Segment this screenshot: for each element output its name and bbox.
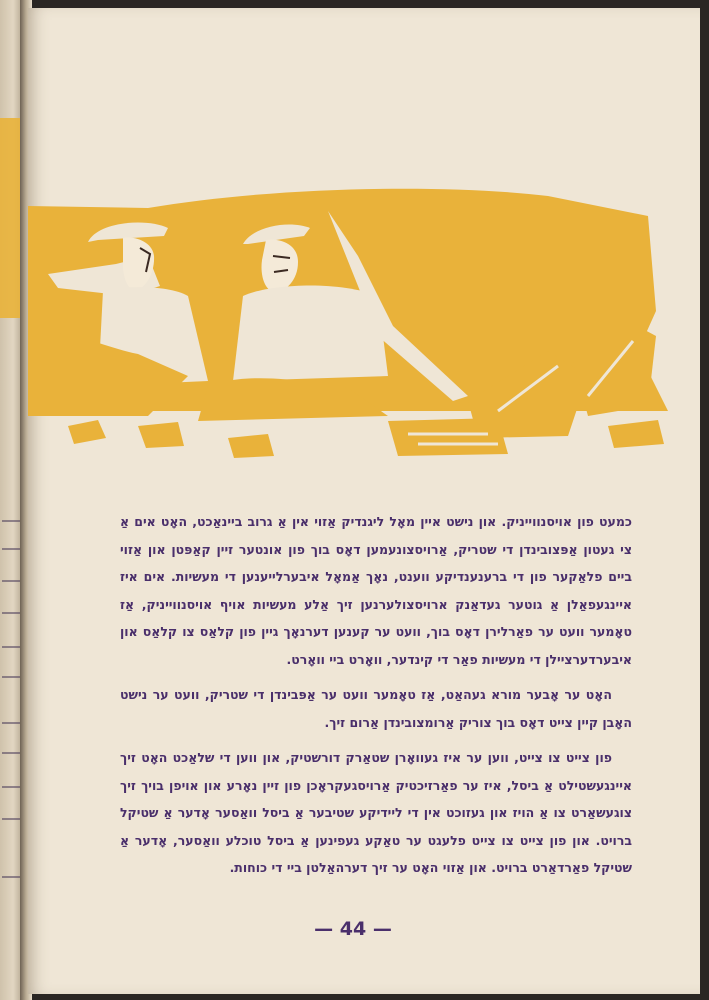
facing-page-text-fragment (2, 612, 20, 614)
illustration-soldiers (28, 176, 678, 466)
paragraph-1: כמעט פון אויסנווייניק. און נישט איין מאָל ליגנדיק אַזוי אין אַ גרוב ביינאַכט, האָט אים אַ צי געטון אַפּצובינדן די שטריק, אַרויסצונעמען דאָס בוך פון אונטער זיין קאַפּטן און אַזוי ביים פלאַקער פון די ברענענדיקע ווענט, נאָך אַמאָל איבערלייענען די מעשיות. אים איז איינגעפאַלן אַ גוטער געדאַנק ארויסצולערנען זיך אַלע מעשיות אויף אויסנווייניק, אַז טאָמער וועט ער פאַרלירן דאָס בוך, וועט ער קענען דערנאָך גיין פון קלאַס צו קלאַס און איבערדערציילן די מעשיות פאַר די קינדער, וואָרט ביי וואָרט. (120, 514, 632, 667)
facing-page-text-fragment (2, 580, 20, 582)
body-text (120, 508, 632, 890)
book-page (28, 8, 700, 994)
facing-page-text-fragment (2, 722, 20, 724)
facing-page-text-fragment (2, 548, 20, 550)
illustration-svg (28, 176, 678, 466)
paragraph-3: פון צייט צו צייט, ווען ער איז געוואָרן שטאַרק דורשטיק, און ווען די שלאַכט האָט זיך איינגעשטילט אַ ביסל, איז ער פאַרזיכטיק אַרויסגעקראָכן פון זיין נאָרע און אויפן בויך זיך צוגעשאַרט צו אַ הויז און געזוכט אין די ליידיקע שטיבער אַ ביסל וואַסער אָדער אַ שטיקל ברויט. און פון צייט צו צייט פלעגט ער טאַקע געפינען אַ ביסל טוכלע וואַסער, אָדער אַ שטיקל פאַרדאַרט ברויט. און אַזוי האָט ער זיך דערהאַלטן ביי די כוחות. (120, 750, 632, 875)
facing-page-text-fragment (2, 876, 20, 878)
page-number: — 44 — (314, 918, 392, 940)
paragraph-2: האָט ער אָבער מורא געהאַט, אַז טאָמער וועט ער אַפּבינדן די שטריק, וועט ער נישט האָבן קיין צייט דאָס בוך צוריק אַרומצובינדן אַרום זיך. (120, 687, 632, 730)
facing-page-text-fragment (2, 646, 20, 648)
facing-page-edge (0, 0, 22, 1000)
facing-page-text-fragment (2, 786, 20, 788)
facing-page-illustration-edge (0, 118, 22, 318)
facing-page-text-fragment (2, 818, 20, 820)
facing-page-text-fragment (2, 520, 20, 522)
facing-page-text-fragment (2, 752, 20, 754)
facing-page-text-fragment (2, 676, 20, 678)
